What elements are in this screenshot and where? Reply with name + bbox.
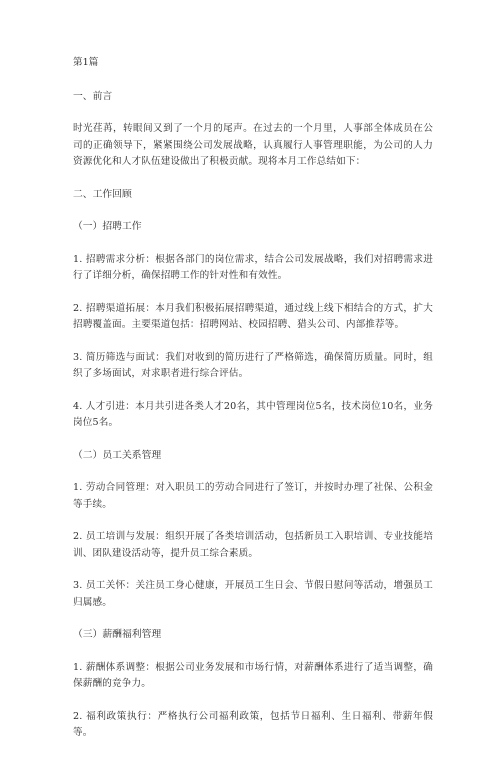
- paragraph: 1. 劳动合同管理：对入职员工的劳动合同进行了签订，并按时办理了社保、公积金等手续。: [73, 482, 433, 510]
- document-flow: [73, 89, 433, 742]
- paragraph: 1. 薪酬体系调整：根据公司业务发展和市场行情，对薪酬体系进行了适当调整，确保薪酬的竞争力。: [73, 661, 433, 689]
- paragraph: 时光荏苒，转眼间又到了一个月的尾声。在过去的一个月里，人事部全体成员在公司的正确领导下，紧紧围绕公司发展战略，认真履行人事管理职能，为公司的人力资源优化和人才队伍建设做出了积极贡献。现将本月工作总结如下：: [73, 123, 433, 167]
- section-heading: 一、前言: [73, 90, 113, 102]
- paragraph: 4. 人才引进：本月共引进各类人才20名，其中管理岗位5名，技术岗位10名，业务岗位5名。: [73, 400, 433, 428]
- paragraph: 2. 招聘渠道拓展：本月我们积极拓展招聘渠道，通过线上线下相结合的方式，扩大招聘覆盖面。主要渠道包括：招聘网站、校园招聘、猎头公司、内部推荐等。: [73, 302, 433, 330]
- paragraph: 3. 简历筛选与面试：我们对收到的简历进行了严格筛选，确保简历质量。同时，组织了多场面试，对求职者进行综合评估。: [73, 351, 433, 379]
- paragraph: 1. 招聘需求分析：根据各部门的岗位需求，结合公司发展战略，我们对招聘需求进行了详细分析，确保招聘工作的针对性和有效性。: [73, 253, 433, 281]
- paragraph: 2. 福利政策执行：严格执行公司福利政策，包括节日福利、生日福利、带薪年假等。: [73, 710, 433, 738]
- paragraph: 3. 员工关怀：关注员工身心健康，开展员工生日会、节假日慰问等活动，增强员工归属感。: [73, 580, 433, 608]
- section-heading: （二）员工关系管理: [73, 449, 162, 461]
- section-heading: （三）薪酬福利管理: [73, 629, 162, 640]
- page-label: 第1篇: [73, 57, 99, 68]
- section-heading: （一）招聘工作: [73, 221, 142, 232]
- section-heading: 二、工作回顾: [73, 188, 132, 200]
- paragraph: 2. 员工培训与发展：组织开展了各类培训活动，包括新员工入职培训、专业技能培训、团队建设活动等，提升员工综合素质。: [73, 531, 433, 559]
- document-body: [73, 55, 433, 758]
